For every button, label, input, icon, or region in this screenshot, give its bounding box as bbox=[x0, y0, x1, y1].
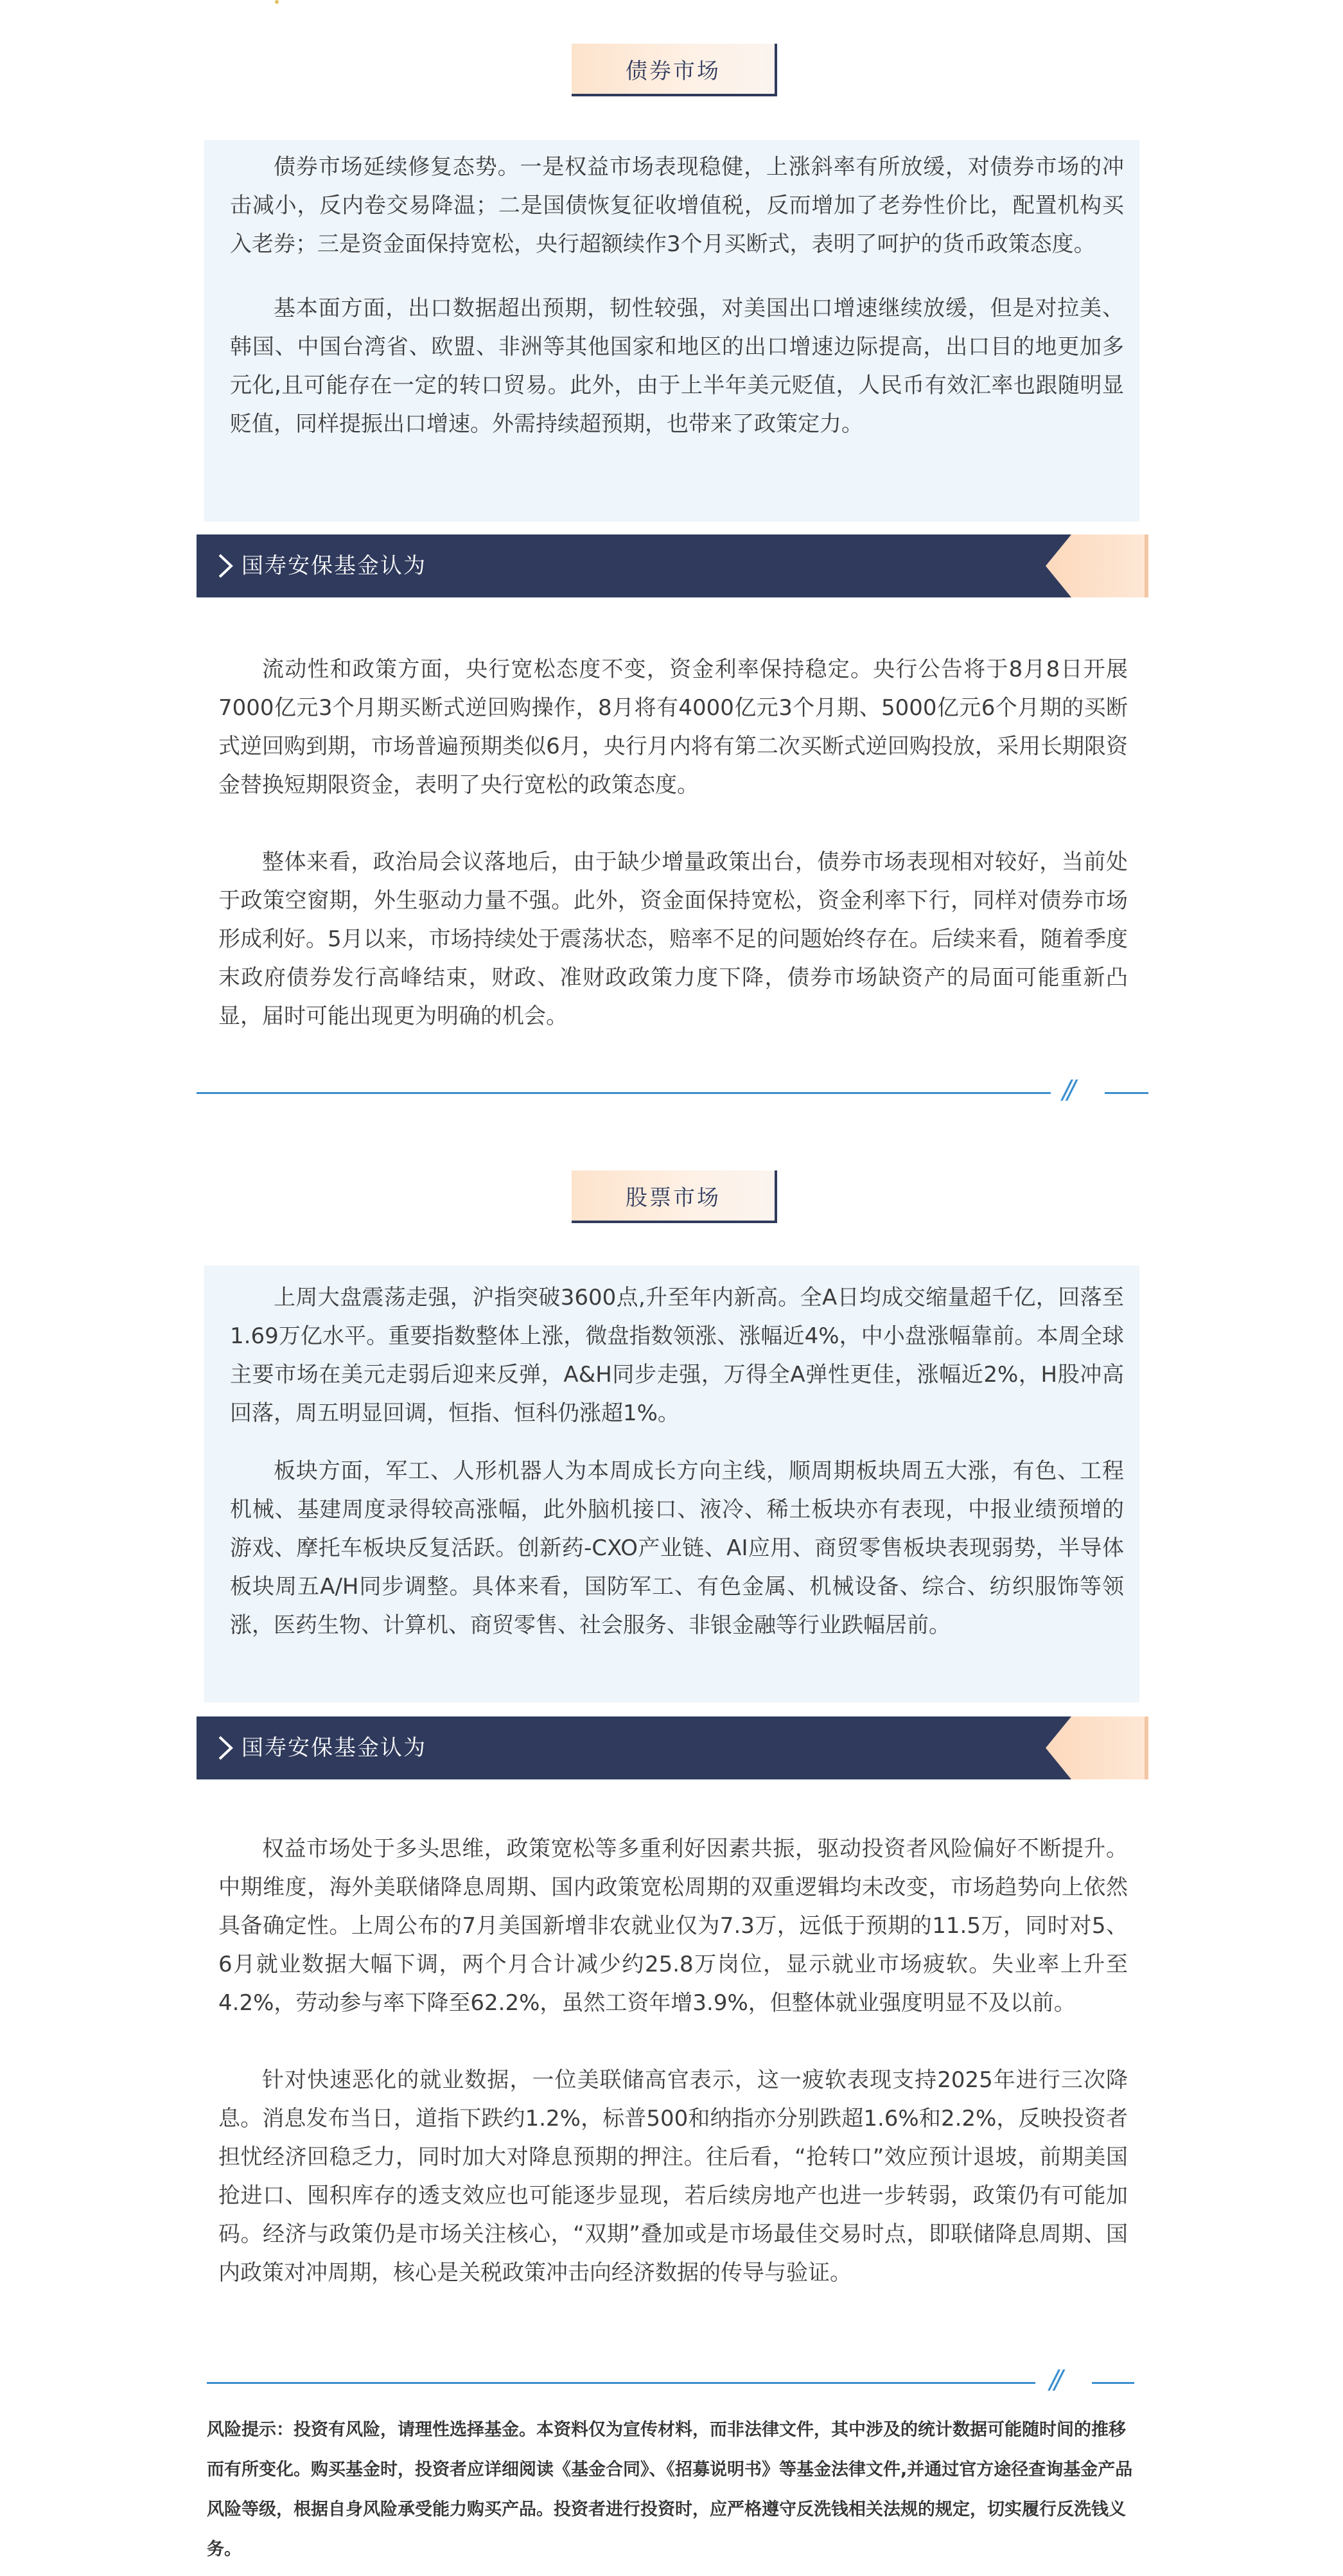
footer-divider-left bbox=[207, 2382, 1035, 2384]
bond-view-text bbox=[204, 650, 1142, 1036]
section-divider-left bbox=[197, 1092, 1051, 1094]
bond-view-paragraph-1: 流动性和政策方面，央行宽松态度不变，资金利率保持稳定。央行公告将于8月8日开展7000亿元3个月期买断式逆回购操作，8月将有4000亿元3个月期、5000亿元6个月期的买断式逆回购到期，市场普遍预期类似6月，央行月内将有第二次买断式逆回购投放，采用长期限资金替换短期限资金，表明了央行宽松的政策态度。 bbox=[218, 657, 1128, 798]
stock-view-label: 国寿安保基金认为 bbox=[241, 1735, 426, 1761]
section-title-stock-text: 股票市场 bbox=[626, 1185, 721, 1211]
bond-summary-box bbox=[204, 140, 1139, 522]
stock-view-banner bbox=[197, 1716, 1148, 1779]
bond-paragraph-1: 债券市场延续修复态势。一是权益市场表现稳健，上涨斜率有所放缓，对债券市场的冲击减小，反内卷交易降温；二是国债恢复征收增值税，反而增加了老券性价比，配置机构买入老券；三是资金面保持宽松，央行超额续作3个月买断式，表明了呵护的货币政策态度。 bbox=[230, 154, 1124, 257]
banner-peach-accent bbox=[1046, 534, 1148, 597]
banner-peach-accent bbox=[1046, 1716, 1148, 1779]
bond-view-paragraph-2: 整体来看，政治局会议落地后，由于缺少增量政策出台，债券市场表现相对较好，当前处于政策空窗期，外生驱动力量不强。此外，资金面保持宽松，资金利率下行，同样对债券市场形成利好。5月以来，市场持续处于震荡状态，赔率不足的问题始终存在。后续来看，随着季度末政府债券发行高峰结束，财政、准财政政策力度下降，债券市场缺资产的局面可能重新凸显，届时可能出现更为明确的机会。 bbox=[218, 849, 1128, 1029]
section-divider-right bbox=[1105, 1092, 1148, 1094]
bond-view-label: 国寿安保基金认为 bbox=[241, 553, 426, 579]
stock-paragraph-1: 上周大盘震荡走强，沪指突破3600点,升至年内新高。全A日均成交缩量超千亿，回落至1.69万亿水平。重要指数整体上涨，微盘指数领涨、涨幅近4%，中小盘涨幅靠前。本周全球主要市场在美元走弱后迎来反弹，A&H同步走强，万得全A弹性更佳，涨幅近2%，H股冲高回落，周五明显回调，恒指、恒科仍涨超1%。 bbox=[230, 1285, 1124, 1426]
stock-view-paragraph-1: 权益市场处于多头思维，政策宽松等多重利好因素共振，驱动投资者风险偏好不断提升。中期维度，海外美联储降息周期、国内政策宽松周期的双重逻辑均未改变，市场趋势向上依然具备确定性。上周公布的7月美国新增非农就业仅为7.3万，远低于预期的11.5万，同时对5、6月就业数据大幅下调，两个月合计减少约25.8万岗位，显示就业市场疲软。失业率上升至4.2%，劳动参与率下降至62.2%，虽然工资年增3.9%，但整体就业强度明显不及以前。 bbox=[218, 1836, 1128, 2016]
stock-view-text bbox=[204, 1830, 1142, 2292]
section-title-bond-text: 债券市场 bbox=[626, 58, 721, 84]
stock-summary-box bbox=[204, 1266, 1139, 1702]
stock-paragraph-2: 板块方面，军工、人形机器人为本周成长方向主线，顺周期板块周五大涨，有色、工程机械、基建周度录得较高涨幅，此外脑机接口、液冷、稀土板块亦有表现，中报业绩预增的游戏、摩托车板块反复活跃。创新药-CXO产业链、AI应用、商贸零售板块表现弱势，半导体板块周五A/H同步调整。具体来看，国防军工、有色金属、机械设备、综合、纺织服饰等领涨，医药生物、计算机、商贸零售、社会服务、非银金融等行业跌幅居前。 bbox=[230, 1458, 1124, 1638]
chevron-right-icon bbox=[209, 550, 241, 582]
section-title-bond bbox=[572, 44, 777, 96]
risk-notice: 风险提示：投资有风险，请理性选择基金。本资料仅为宣传材料，而非法律文件，其中涉及的统计数据可能随时间的推移而有所变化。购买基金时，投资者应详细阅读《基金合同》、《招募说明书》等基金法律文件,并通过官方途径查询基金产品风险等级，根据自身风险承受能力购买产品。投资者进行投资时，应严格遵守反洗钱相关法规的规定，切实履行反洗钱义务。 bbox=[207, 2420, 1133, 2559]
bond-paragraph-2: 基本面方面，出口数据超出预期，韧性较强，对美国出口增速继续放缓，但是对拉美、韩国、中国台湾省、欧盟、非洲等其他国家和地区的出口增速边际提高，出口目的地更加多元化,且可能存在一定的转口贸易。此外，由于上半年美元贬值，人民币有效汇率也跟随明显贬值，同样提振出口增速。外需持续超预期，也带来了政策定力。 bbox=[230, 296, 1124, 437]
stock-view-paragraph-2: 针对快速恶化的就业数据，一位美联储高官表示，这一疲软表现支持2025年进行三次降息。消息发布当日，道指下跌约1.2%，标普500和纳指亦分别跌超1.6%和2.2%，反映投资者担忧经济回稳乏力，同时加大对降息预期的押注。往后看，“抢转口”效应预计退坡，前期美国抢进口、囤积库存的透支效应也可能逐步显现，若后续房地产也进一步转弱，政策仍有可能加码。经济与政策仍是市场关注核心，“双期”叠加或是市场最佳交易时点，即联储降息周期、国内政策对冲周期，核心是关税政策冲击向经济数据的传导与验证。 bbox=[218, 2067, 1128, 2286]
section-title-stock bbox=[572, 1170, 777, 1223]
chevron-right-icon bbox=[209, 1732, 241, 1764]
footer-divider-right bbox=[1092, 2382, 1134, 2384]
divider-slash: // bbox=[1062, 1075, 1072, 1105]
decorative-dot bbox=[275, 0, 279, 4]
bond-view-banner bbox=[197, 534, 1148, 597]
footer-divider-slash: // bbox=[1049, 2365, 1059, 2395]
